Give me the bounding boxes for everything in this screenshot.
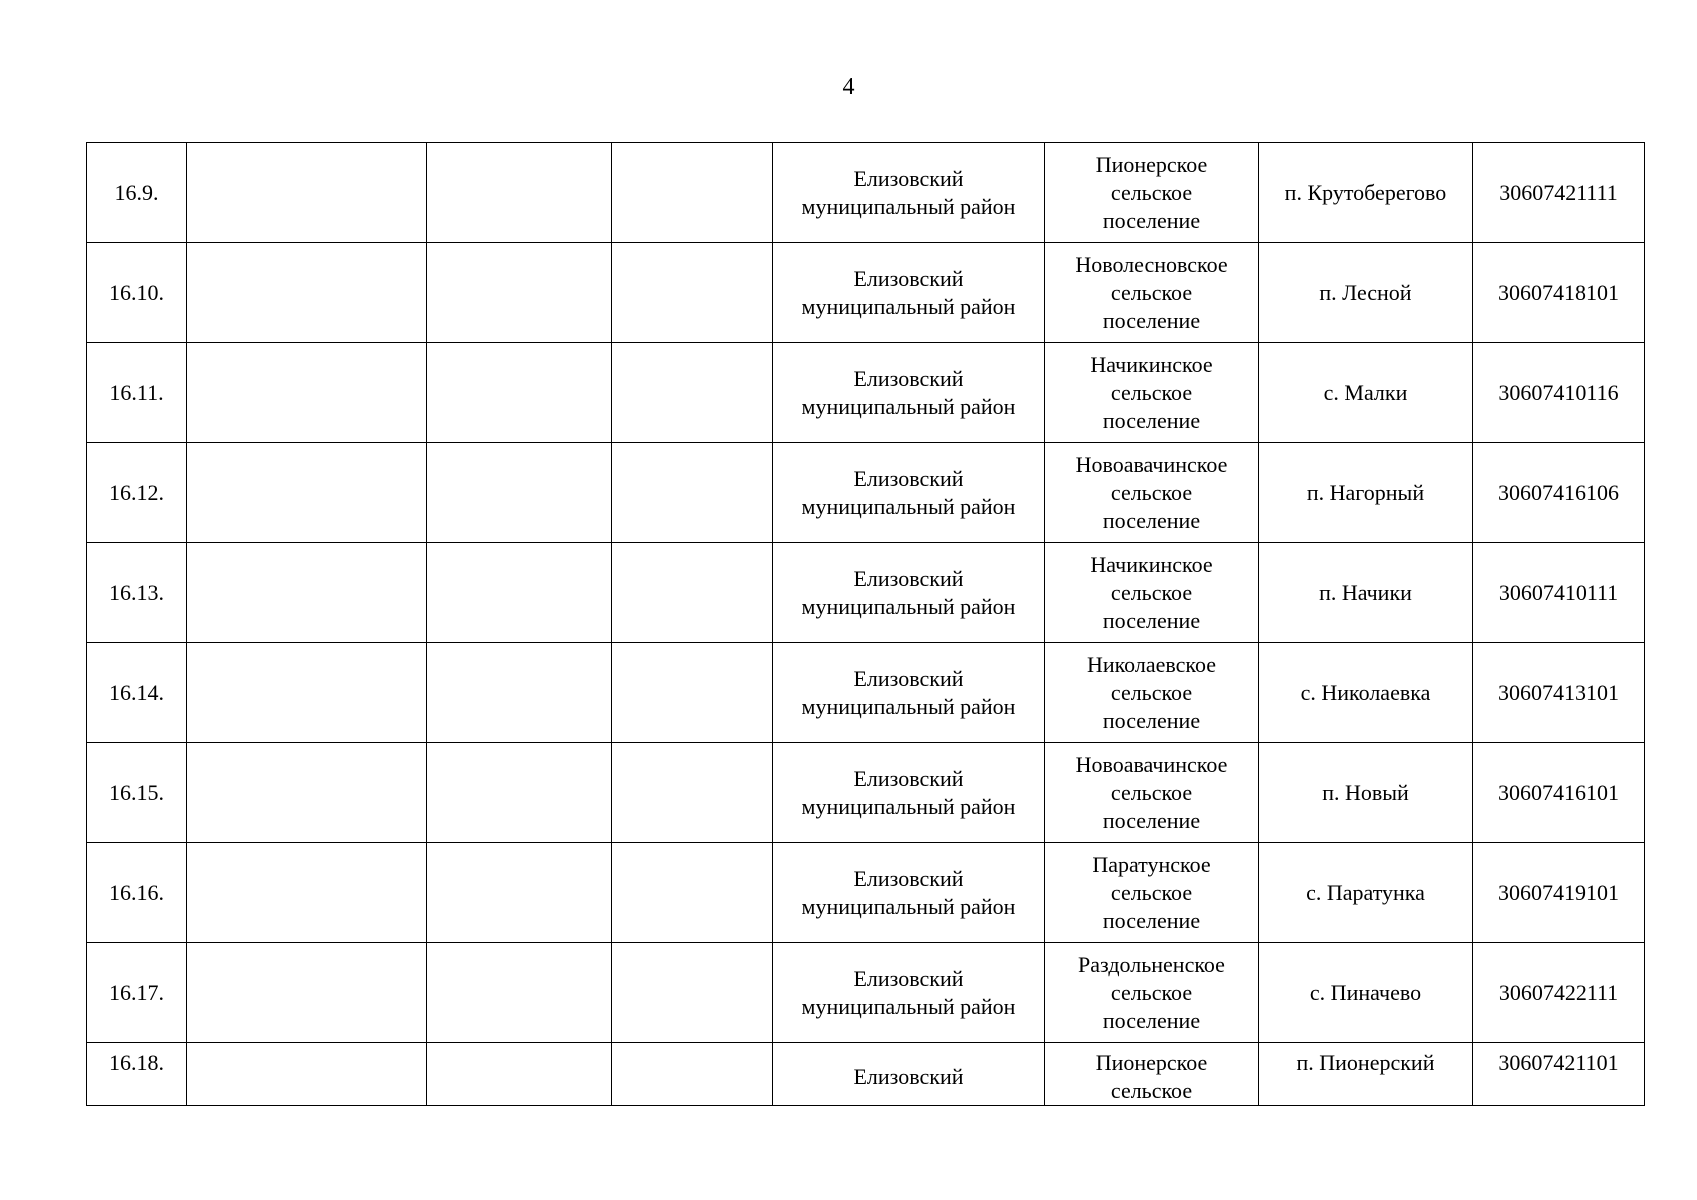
cell-district (773, 243, 1045, 343)
district-text: Елизовский (853, 1064, 964, 1089)
cell-settlement (1045, 1043, 1259, 1106)
cell-number: 16.15. (87, 743, 187, 843)
table-row (87, 143, 1645, 243)
cell-district (773, 943, 1045, 1043)
table-row (87, 443, 1645, 543)
cell-settlement (1045, 343, 1259, 443)
cell-settlement (1045, 443, 1259, 543)
cell-district (773, 543, 1045, 643)
cell-empty (612, 143, 773, 243)
cell-empty (612, 843, 773, 943)
table-row (87, 943, 1645, 1043)
table-row (87, 243, 1645, 343)
settlement-text: Новоавачинское сельское поселение (1075, 751, 1228, 833)
cell-code: 30607421101 (1473, 1043, 1645, 1106)
cell-number: 16.11. (87, 343, 187, 443)
cell-empty (612, 443, 773, 543)
settlements-table (86, 142, 1645, 1106)
cell-empty (612, 743, 773, 843)
cell-settlement (1045, 143, 1259, 243)
cell-code: 30607421111 (1473, 143, 1645, 243)
cell-district (773, 743, 1045, 843)
cell-empty (187, 943, 427, 1043)
cell-district (773, 643, 1045, 743)
table-row (87, 1043, 1645, 1106)
cell-empty (427, 1043, 612, 1106)
cell-number: 16.14. (87, 643, 187, 743)
cell-empty (187, 143, 427, 243)
cell-empty (427, 343, 612, 443)
cell-settlement (1045, 843, 1259, 943)
table-row (87, 743, 1645, 843)
cell-empty (187, 343, 427, 443)
cell-empty (427, 443, 612, 543)
cell-empty (187, 743, 427, 843)
cell-empty (187, 643, 427, 743)
district-text: Елизовский муниципальный район (801, 865, 1016, 919)
cell-empty (612, 343, 773, 443)
settlement-text: Начикинское сельское поселение (1090, 551, 1213, 633)
cell-empty (187, 543, 427, 643)
cell-district (773, 343, 1045, 443)
district-text: Елизовский муниципальный район (801, 465, 1016, 519)
cell-locality: с. Пиначево (1259, 943, 1473, 1043)
cell-number: 16.16. (87, 843, 187, 943)
cell-empty (427, 143, 612, 243)
cell-number: 16.13. (87, 543, 187, 643)
settlement-text: Раздольненское сельское поселение (1078, 951, 1225, 1033)
cell-empty (427, 543, 612, 643)
cell-empty (187, 1043, 427, 1106)
cell-empty (612, 243, 773, 343)
cell-district (773, 443, 1045, 543)
cell-empty (612, 543, 773, 643)
cell-locality: п. Новый (1259, 743, 1473, 843)
cell-empty (612, 943, 773, 1043)
cell-locality: п. Пионерский (1259, 1043, 1473, 1106)
cell-locality: с. Малки (1259, 343, 1473, 443)
cell-locality: п. Начики (1259, 543, 1473, 643)
cell-number: 16.18. (87, 1043, 187, 1106)
cell-empty (187, 443, 427, 543)
cell-empty (427, 743, 612, 843)
district-text: Елизовский муниципальный район (801, 565, 1016, 619)
district-text: Елизовский муниципальный район (801, 765, 1016, 819)
cell-settlement (1045, 743, 1259, 843)
cell-locality: п. Лесной (1259, 243, 1473, 343)
cell-code: 30607410111 (1473, 543, 1645, 643)
table-row (87, 643, 1645, 743)
cell-code: 30607422111 (1473, 943, 1645, 1043)
cell-empty (427, 943, 612, 1043)
table-row (87, 843, 1645, 943)
cell-empty (427, 843, 612, 943)
settlement-text: Пионерское сельское (1095, 1050, 1208, 1103)
district-text: Елизовский муниципальный район (801, 665, 1016, 719)
cell-settlement (1045, 943, 1259, 1043)
district-text: Елизовский муниципальный район (801, 265, 1016, 319)
cell-empty (427, 243, 612, 343)
cell-district (773, 143, 1045, 243)
cell-empty (612, 1043, 773, 1106)
cell-number: 16.9. (87, 143, 187, 243)
cell-number: 16.10. (87, 243, 187, 343)
cell-district (773, 843, 1045, 943)
cell-number: 16.17. (87, 943, 187, 1043)
cell-code: 30607419101 (1473, 843, 1645, 943)
cell-code: 30607416106 (1473, 443, 1645, 543)
cell-locality: с. Паратунка (1259, 843, 1473, 943)
cell-empty (427, 643, 612, 743)
cell-number: 16.12. (87, 443, 187, 543)
cell-locality: с. Николаевка (1259, 643, 1473, 743)
cell-settlement (1045, 643, 1259, 743)
cell-locality: п. Нагорный (1259, 443, 1473, 543)
cell-settlement (1045, 243, 1259, 343)
settlement-text: Николаевское сельское поселение (1086, 651, 1217, 733)
table-row (87, 343, 1645, 443)
cell-empty (187, 243, 427, 343)
cell-settlement (1045, 543, 1259, 643)
cell-code: 30607418101 (1473, 243, 1645, 343)
district-text: Елизовский муниципальный район (801, 165, 1016, 219)
settlement-text: Паратунское сельское поселение (1092, 851, 1211, 933)
cell-empty (187, 843, 427, 943)
cell-district (773, 1043, 1045, 1106)
settlement-text: Пионерское сельское поселение (1095, 151, 1208, 233)
cell-code: 30607416101 (1473, 743, 1645, 843)
cell-empty (612, 643, 773, 743)
cell-locality: п. Крутоберегово (1259, 143, 1473, 243)
district-text: Елизовский муниципальный район (801, 365, 1016, 419)
page-number: 4 (842, 74, 855, 100)
cell-code: 30607410116 (1473, 343, 1645, 443)
settlement-text: Начикинское сельское поселение (1090, 351, 1213, 433)
settlement-text: Новоавачинское сельское поселение (1075, 451, 1228, 533)
cell-code: 30607413101 (1473, 643, 1645, 743)
table-row (87, 543, 1645, 643)
district-text: Елизовский муниципальный район (801, 965, 1016, 1019)
settlement-text: Новолесновское сельское поселение (1075, 251, 1228, 333)
